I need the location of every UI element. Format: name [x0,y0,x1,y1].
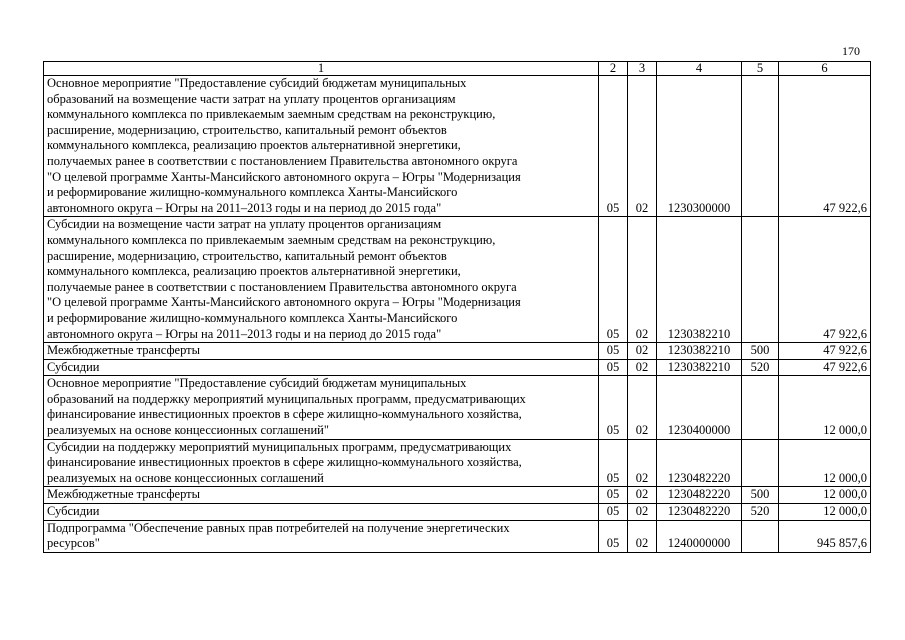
table-row [44,359,871,376]
row-subsection: 02 [628,504,657,521]
row-section: 05 [599,520,628,552]
row-target-code: 1240000000 [657,520,742,552]
row-expense-type [742,376,779,439]
row-description: Основное мероприятие "Предоставление субсидий бюджетам муниципальных образований на возмещение части затрат на уплату процентов организациям коммунального комплекса по привлекаемым заемным средствам на реконструкцию, расширение, модернизацию, строительство, капитальный ремонт объектов коммунального комплекса, реализацию проектов альтернативной энергетики, получаемых ранее в соответствии с постановлением Правительства автономного округа "О целевой программе Ханты-Мансийского автономного округа – Югры "Модернизация и реформирование жилищно-коммунального комплекса Ханты-Мансийского автономного округа – Югры на 2011–2013 годы и на период до 2015 года" [44,76,599,217]
table-row [44,439,871,487]
row-description: Межбюджетные трансферты [44,343,599,360]
budget-table [43,61,871,553]
row-amount: 47 922,6 [779,343,871,360]
row-expense-type: 520 [742,504,779,521]
row-target-code: 1230382210 [657,359,742,376]
row-description: Субсидии [44,359,599,376]
row-description: Субсидии [44,504,599,521]
row-section: 05 [599,76,628,217]
row-target-code: 1230300000 [657,76,742,217]
header-col-1: 1 [44,62,599,76]
row-amount: 47 922,6 [779,217,871,343]
row-section: 05 [599,439,628,487]
row-expense-type: 500 [742,343,779,360]
table-row [44,343,871,360]
row-amount: 47 922,6 [779,76,871,217]
row-target-code: 1230482220 [657,487,742,504]
row-target-code: 1230482220 [657,439,742,487]
row-section: 05 [599,504,628,521]
table-row [44,520,871,552]
table-row [44,217,871,343]
row-expense-type [742,76,779,217]
header-col-4: 4 [657,62,742,76]
row-expense-type [742,217,779,343]
row-amount: 945 857,6 [779,520,871,552]
row-description: Межбюджетные трансферты [44,487,599,504]
header-col-6: 6 [779,62,871,76]
row-expense-type [742,520,779,552]
row-description: Основное мероприятие "Предоставление субсидий бюджетам муниципальных образований на поддержку мероприятий муниципальных программ, предусматривающих финансирование инвестиционных проектов в сфере жилищно-коммунального хозяйства, реализуемых на основе концессионных соглашений" [44,376,599,439]
row-section: 05 [599,217,628,343]
row-target-code: 1230482220 [657,504,742,521]
row-subsection: 02 [628,76,657,217]
row-description: Субсидии на возмещение части затрат на уплату процентов организациям коммунального комплекса по привлекаемым заемным средствам на реконструкцию, расширение, модернизацию, строительство, капитальный ремонт объектов коммунального комплекса, реализацию проектов альтернативной энергетики, получаемые ранее в соответствии с постановлением Правительства автономного округа "О целевой программе Ханты-Мансийского автономного округа – Югры "Модернизация и реформирование жилищно-коммунального комплекса Ханты-Мансийского автономного округа – Югры на 2011–2013 годы и на период до 2015 года" [44,217,599,343]
row-subsection: 02 [628,487,657,504]
row-subsection: 02 [628,376,657,439]
header-col-2: 2 [599,62,628,76]
row-section: 05 [599,376,628,439]
header-col-5: 5 [742,62,779,76]
row-subsection: 02 [628,359,657,376]
row-amount: 12 000,0 [779,504,871,521]
row-subsection: 02 [628,439,657,487]
row-description: Субсидии на поддержку мероприятий муниципальных программ, предусматривающих финансирование инвестиционных проектов в сфере жилищно-коммунального хозяйства, реализуемых на основе концессионных соглашений [44,439,599,487]
row-amount: 12 000,0 [779,376,871,439]
header-col-3: 3 [628,62,657,76]
table-row [44,504,871,521]
row-section: 05 [599,487,628,504]
row-expense-type: 520 [742,359,779,376]
row-description: Подпрограмма "Обеспечение равных прав потребителей на получение энергетических ресурсов" [44,520,599,552]
row-subsection: 02 [628,520,657,552]
table-row [44,76,871,217]
row-expense-type [742,439,779,487]
row-target-code: 1230382210 [657,343,742,360]
page-number: 170 [842,44,860,58]
row-target-code: 1230400000 [657,376,742,439]
table-row [44,376,871,439]
row-section: 05 [599,343,628,360]
row-amount: 47 922,6 [779,359,871,376]
table-header-row [44,62,871,76]
row-subsection: 02 [628,343,657,360]
row-amount: 12 000,0 [779,439,871,487]
row-target-code: 1230382210 [657,217,742,343]
row-expense-type: 500 [742,487,779,504]
row-subsection: 02 [628,217,657,343]
row-amount: 12 000,0 [779,487,871,504]
table-row [44,487,871,504]
row-section: 05 [599,359,628,376]
